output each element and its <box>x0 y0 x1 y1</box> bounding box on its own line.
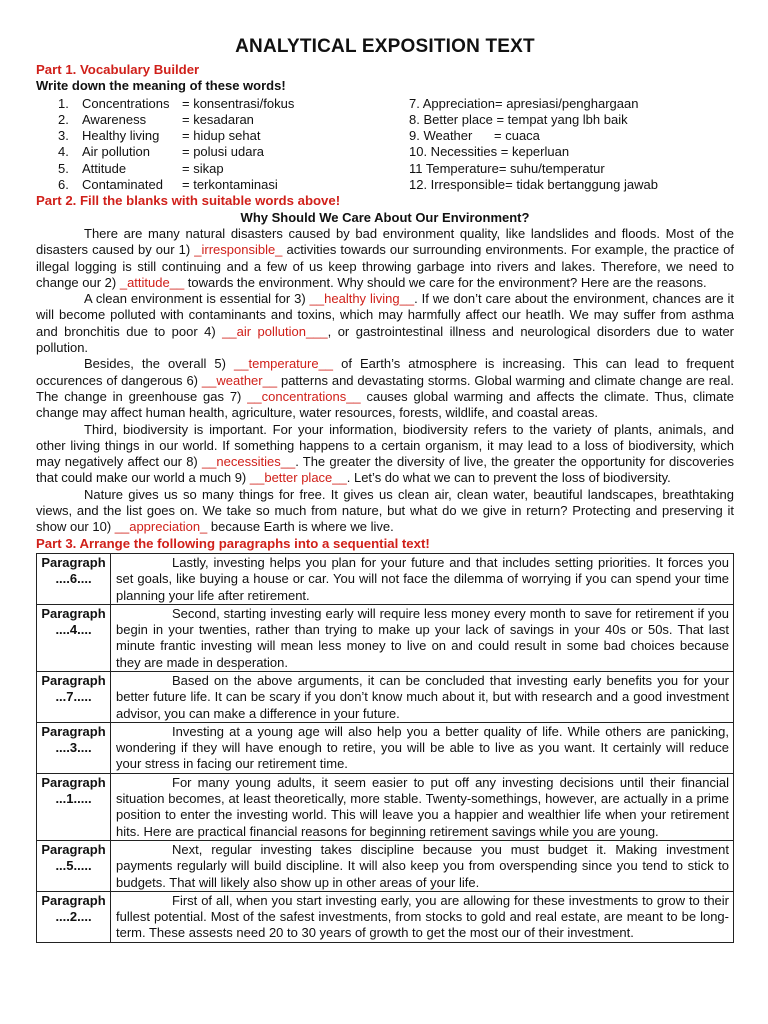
paragraph-text-cell <box>111 553 734 604</box>
vocab-item <box>58 128 383 144</box>
text-segment: Third, biodiversity is important. For your information, biodiversity refers to the variety of plants, animals, and other living things in our world. If something happens to a certain organism, it may lead to a loss of biodiversity, which may negatively affect our 8) <box>36 421 734 470</box>
paragraph-text-cell <box>111 671 734 722</box>
answer-blank: __necessities__ <box>201 454 296 470</box>
paragraph-text: Lastly, investing helps you plan for your future and that includes setting priorities. It forces you set goals, like buying a house or car. You will not face the dilemma of worrying if you can spend your time planning your life after retirement. <box>116 554 729 603</box>
paragraph-label: Paragraph <box>41 723 106 739</box>
table-row <box>37 722 734 773</box>
table-row <box>37 773 734 840</box>
paragraph-label-cell <box>37 604 111 671</box>
vocab-meaning: = terkontaminasi <box>182 177 278 193</box>
text-subtitle: Why Should We Care About Our Environment? <box>240 209 530 225</box>
answer-blank: _attitude__ <box>119 274 185 290</box>
paragraph-order-number: ...5..... <box>55 858 92 874</box>
vocab-word: Air pollution <box>82 144 150 160</box>
vocab-number: 4. <box>58 144 69 160</box>
text-paragraph <box>36 422 734 487</box>
paragraph-label: Paragraph <box>41 605 106 621</box>
paragraph-text: Next, regular investing takes discipline because you must budget it. Making investment payments regularly will build discipline. It will also keep you from overspending since you tend to stick to budgets. That will likely also show up in other areas of your life. <box>116 841 729 890</box>
table-row <box>37 553 734 604</box>
vocab-item <box>58 112 383 128</box>
vocab-item <box>58 96 383 112</box>
vocab-item <box>58 177 383 193</box>
paragraph-table <box>36 553 734 943</box>
vocab-item: 11 Temperature= suhu/temperatur <box>409 160 605 176</box>
paragraph-text-cell <box>111 840 734 891</box>
text-segment: . If we don’t care about the environment, chances are it will become polluted with contaminants and toxins, which may harmfully affect our heatlh. We may suffer from asthma and bronchitis due to poor 4) <box>36 291 735 339</box>
table-row <box>37 671 734 722</box>
text-paragraph <box>36 291 734 356</box>
vocab-meaning: = hidup sehat <box>182 128 261 144</box>
paragraph-label: Paragraph <box>41 672 106 688</box>
paragraph-order-number: ....2.... <box>55 909 92 925</box>
answer-blank: __concentrations__ <box>247 388 361 404</box>
answer-blank: __healthy living__ <box>309 291 415 307</box>
vocabulary-left-column <box>36 96 383 194</box>
text-segment: causes global warming and affects the climate. Thus, climate change may affect human health, agriculture, water resources, forests, wildlife, and coastal areas. <box>36 388 734 421</box>
paragraph-label: Paragraph <box>41 892 106 908</box>
paragraph-label-cell <box>37 840 111 891</box>
text-segment: activities towards our surrounding environments. For example, the practice of illegal logging is still continuing and a few of us keep throwing garbage into rivers and lakes. Therefore, we need to change our 2) <box>36 242 735 290</box>
answer-blank: __better place__ <box>249 470 347 486</box>
answer-blank: __weather__ <box>201 372 278 388</box>
text-segment: patterns and devastating storms. Global warming and climate change are real. The change in greenhouse gas 7) <box>36 372 734 404</box>
vocab-word: Healthy living <box>82 128 160 144</box>
text-paragraph <box>36 356 734 421</box>
paragraph-text-cell <box>111 722 734 773</box>
vocab-meaning: = kesadaran <box>182 111 254 127</box>
paragraph-order-number: ....4.... <box>55 622 92 638</box>
vocab-number: 6. <box>58 177 69 193</box>
vocabulary-list <box>36 96 734 194</box>
answer-blank: __temperature__ <box>234 356 334 372</box>
text-segment: , or gastrointestinal illness and neurological disorders due to water pollution. <box>36 323 735 356</box>
answer-blank: __air pollution___ <box>222 323 328 339</box>
vocab-item: 9. Weather = cuaca <box>409 128 540 144</box>
text-segment: Nature gives us so many things for free. It gives us clean air, clean water, beautiful landscapes, breathtaking views, and the list goes on. We take so much from nature, but what do we give in return? Protecting and preserving it show our 10) <box>36 486 734 535</box>
answer-blank: __appreciation_ <box>114 519 208 535</box>
vocab-item: 7. Appreciation= apresiasi/penghargaan <box>409 95 639 111</box>
paragraph-text: Second, starting investing early will require less money every month to save for retirement if you begin in your twenties, rather than trying to make up your lack of savings in your 40s or 50s. That last minute frantic investing will mean less money to live on and could result in some bad choices because they are made in desperation. <box>116 605 729 670</box>
paragraph-text: Investing at a young age will also help you a better quality of life. While others are panicking, wondering if they will have enough to retire, you will be able to live as you want. It certainly will reduce your stress in facing our retirement time. <box>116 723 729 772</box>
text-segment: Besides, the overall 5) <box>84 356 235 372</box>
text-segment: A clean environment is essential for 3) <box>84 291 310 307</box>
text-segment: towards the environment. Why should we care for the environment? Here are the reasons. <box>184 274 707 290</box>
paragraph-text: For many young adults, it seem easier to put off any investing decisions until their financial situation becomes, at least theoretically, more stable. Twenty-somethings, however, are actually in a prime position to enter the investing world. This will leave you a happier and wealthier life when your retirement hits. Here are practical financial reasons for beginning retirement savings while you are young. <box>116 774 729 839</box>
paragraph-label-cell <box>37 891 111 942</box>
vocab-word: Attitude <box>82 160 127 176</box>
cloze-text <box>36 226 734 536</box>
text-paragraph <box>36 487 734 536</box>
paragraph-label-cell <box>37 553 111 604</box>
vocab-word: Concentrations <box>82 95 170 111</box>
part3-heading: Part 3. Arrange the following paragraphs into a sequential text! <box>36 535 430 551</box>
text-segment: There are many natural disasters caused by bad environment quality, like landslides and floods. Most of the disasters caused by our 1) <box>36 225 734 258</box>
paragraph-order-number: ....3.... <box>55 740 92 756</box>
paragraph-label: Paragraph <box>41 774 106 790</box>
text-segment: because Earth is where we live. <box>207 519 394 535</box>
text-segment: of Earth’s atmosphere is increasing. This can lead to frequent occurences of dangerous 6) <box>36 356 735 388</box>
answer-blank: _irresponsible_ <box>194 242 283 258</box>
paragraph-text-cell <box>111 604 734 671</box>
vocab-item <box>58 144 383 160</box>
paragraph-label-cell <box>37 671 111 722</box>
vocab-item: 12. Irresponsible= tidak bertanggung jawab <box>409 177 658 193</box>
paragraph-text: Based on the above arguments, it can be concluded that investing early benefits you for your better future life. It can be scary if you don’t know much about it, but with research and a good investment advisor, you can make a difference in your future. <box>116 672 729 721</box>
vocab-number: 5. <box>58 160 69 176</box>
table-row <box>37 604 734 671</box>
paragraph-text-cell <box>111 891 734 942</box>
paragraph-text-cell <box>111 773 734 840</box>
vocabulary-right-column <box>383 96 734 194</box>
paragraph-text: First of all, when you start investing early, you are allowing for these investments to grow to their fullest potential. Most of the safest investments, from stocks to gold and real estate, are meant to be long-term. These assests need 20 to 30 years of growth to get the most our of their investment. <box>116 892 729 941</box>
vocab-meaning: = sikap <box>182 160 224 176</box>
table-row <box>37 891 734 942</box>
vocab-number: 1. <box>58 95 69 111</box>
vocab-word: Awareness <box>82 111 147 127</box>
paragraph-label-cell <box>37 773 111 840</box>
vocab-item <box>58 161 383 177</box>
text-paragraph <box>36 226 734 291</box>
text-segment: . Let’s do what we can to prevent the loss of biodiversity. <box>346 470 671 486</box>
vocab-meaning: = polusi udara <box>182 144 265 160</box>
paragraph-label-cell <box>37 722 111 773</box>
paragraph-label: Paragraph <box>41 554 106 570</box>
vocab-number: 3. <box>58 128 69 144</box>
vocab-item: 8. Better place = tempat yang lbh baik <box>409 111 628 127</box>
part1-heading: Part 1. Vocabulary Builder <box>36 62 200 77</box>
text-segment: . The greater the diversity of live, the greater the opportunity for discoveries that could make our world a much 9) <box>36 454 734 486</box>
vocab-item: 10. Necessities = keperluan <box>409 144 570 160</box>
paragraph-order-number: ...1..... <box>55 791 92 807</box>
paragraph-label: Paragraph <box>41 841 106 857</box>
part2-heading: Part 2. Fill the blanks with suitable words above! <box>36 193 341 209</box>
vocab-word: Contaminated <box>82 177 163 193</box>
paragraph-order-number: ...7..... <box>55 689 92 705</box>
vocab-number: 2. <box>58 111 69 127</box>
part1-instruction: Write down the meaning of these words! <box>36 78 286 94</box>
paragraph-order-number: ....6.... <box>55 571 92 587</box>
page-title: ANALYTICAL EXPOSITION TEXT <box>235 36 535 57</box>
table-row <box>37 840 734 891</box>
vocab-meaning: = konsentrasi/fokus <box>182 95 295 111</box>
